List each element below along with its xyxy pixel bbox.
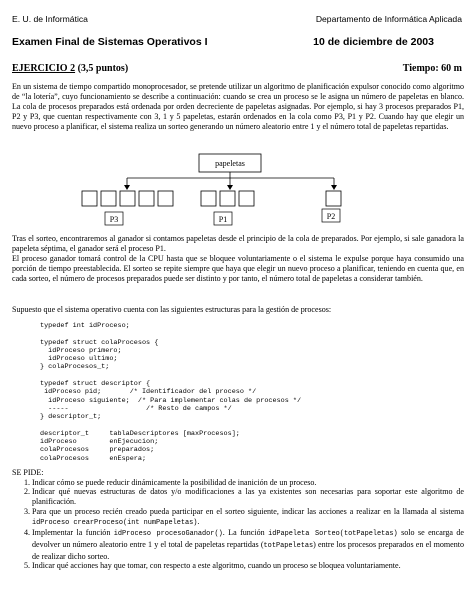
ticket-boxes-p2 xyxy=(326,191,341,206)
questions-section xyxy=(12,468,464,571)
header-left: E. U. de Informática xyxy=(12,14,88,24)
question-item xyxy=(32,487,464,506)
question-4-end: ) entre los procesos preparados en el momento de realizar dicho sorteo. xyxy=(32,539,464,561)
question-4-code: idProceso procesoGanador() xyxy=(113,530,223,539)
ticket-box xyxy=(120,191,135,206)
question-4-text: Implementar la función xyxy=(32,528,114,538)
question-5-text: Indicar qué acciones hay que tomar, con respecto a este algoritmo, cuando un proceso se bloquea voluntariamente. xyxy=(32,561,401,571)
ticket-boxes-p1 xyxy=(201,191,254,206)
question-item xyxy=(32,561,464,571)
exercise-heading xyxy=(12,63,128,74)
exam-date: 10 de diciembre de 2003 xyxy=(313,36,434,48)
ticket-box xyxy=(158,191,173,206)
exercise-time: Tiempo: 60 m xyxy=(402,63,462,74)
questions-list xyxy=(12,478,464,571)
arrow-p2 xyxy=(331,185,337,190)
after-diagram-paragraph: Tras el sorteo, encontraremos al ganador si contamos papeletas desde el principio de la cola de preparados. Por ejemplo, si sale ganadora la papeleta séptima, el ganador será el proceso P1. El proceso ganador tomará control de la CPU hasta que se bloquee voluntariamente o el sistema le expulse porque haya consumido una porción de tiempo preestablecida. El sorteo se repite siempre que haya que elegir un nuevo proceso a planificar, teniendo en cuenta que, en cada sorteo, el número de procesos preparados puede ser distinto y por tanto, el número total de papeletas a considerar también. xyxy=(12,234,464,284)
question-item xyxy=(32,507,464,528)
exercise-label: EJERCICIO 2 xyxy=(12,63,76,74)
exercise-points: (3,5 puntos) xyxy=(75,63,129,74)
arrow-p3 xyxy=(124,185,130,190)
structures-intro: Supuesto que el sistema operativo cuenta con las siguientes estructuras para la gestión de procesos: xyxy=(12,305,332,314)
intro-paragraph: En un sistema de tiempo compartido monoprocesador, se pretende utilizar un algoritmo de planificación expulsor conocido como algoritmo de “la lotería”, cuyo funcionamiento se describe a continuación: cuando se crea un proceso se le asigna un número de papeletas en blanco. La cola de procesos preparados está ordenada por orden decreciente de papeletas asignadas. Por ejemplo, si hay 3 procesos preparados P1, P2 y P3, que cuentan respectivamente con 3, 1 y 5 papeletas, estarán ordenados en la cola como P3, P1 y P2. Cuando hay que elegir un nuevo proceso a planificar, el sistema realiza un sorteo generando un número aleatorio entre 1 y el número total de papeletas repartidas. xyxy=(12,82,464,132)
ticket-boxes-p3 xyxy=(82,191,173,206)
question-3-code: idProceso crearProceso(int numPapeletas) xyxy=(32,518,198,527)
ticket-box xyxy=(101,191,116,206)
ticket-box xyxy=(220,191,235,206)
ticket-box xyxy=(139,191,154,206)
question-4-mid: . La función xyxy=(222,528,269,538)
question-3-text: Para que un proceso recién creado pueda participar en el sorteo siguiente, indicar las acciones a realizar en la llamada al sistema xyxy=(32,506,464,516)
process-label-p1: P1 xyxy=(218,215,228,224)
header-right: Departamento de Informática Aplicada xyxy=(315,14,462,24)
question-item xyxy=(32,528,464,561)
question-1-text: Indicar cómo se puede reducir dinámicamente la posibilidad de inanición de un proceso. xyxy=(32,477,317,487)
questions-heading: SE PIDE: xyxy=(12,468,44,477)
exam-title: Examen Final de Sistemas Operativos I xyxy=(12,36,208,48)
papeletas-label: papeletas xyxy=(215,159,245,168)
question-item xyxy=(32,478,464,488)
question-3-end: . xyxy=(197,516,200,526)
ticket-box xyxy=(82,191,97,206)
ticket-box xyxy=(201,191,216,206)
question-2-text: Indicar qué nuevas estructuras de datos y/o modificaciones a las ya existentes son necesarias para soportar este algoritmo de planificación. xyxy=(32,487,464,507)
ticket-box xyxy=(239,191,254,206)
lottery-diagram xyxy=(0,150,474,230)
code-block: typedef int idProceso; typedef struct colaProcesos { idProceso primero; idProceso ultimo; } colaProcesos_t; typedef struct descriptor { idProceso pid; /* Identificador del proceso */ idProceso siguiente; /* Para implementar colas de procesos */ ----- /* Resto de campos */ } descriptor_t; descriptor_t tablaDescriptores [maxProcesos]; idProceso enEjecucion; colaProcesos preparados; colaProcesos enEspera; xyxy=(40,322,302,463)
question-4-post: solo se encarga de devolver un número aleatorio entre 1 y el total de papeletas repartidas ( xyxy=(32,528,464,549)
arrow-p1 xyxy=(227,185,233,190)
question-4-code2: idPapeleta Sorteo(totPapeletas) xyxy=(268,530,398,539)
question-4-code3: totPapeletas xyxy=(263,541,314,550)
process-label-p2: P2 xyxy=(326,212,336,221)
ticket-box xyxy=(326,191,341,206)
process-label-p3: P3 xyxy=(109,215,119,224)
